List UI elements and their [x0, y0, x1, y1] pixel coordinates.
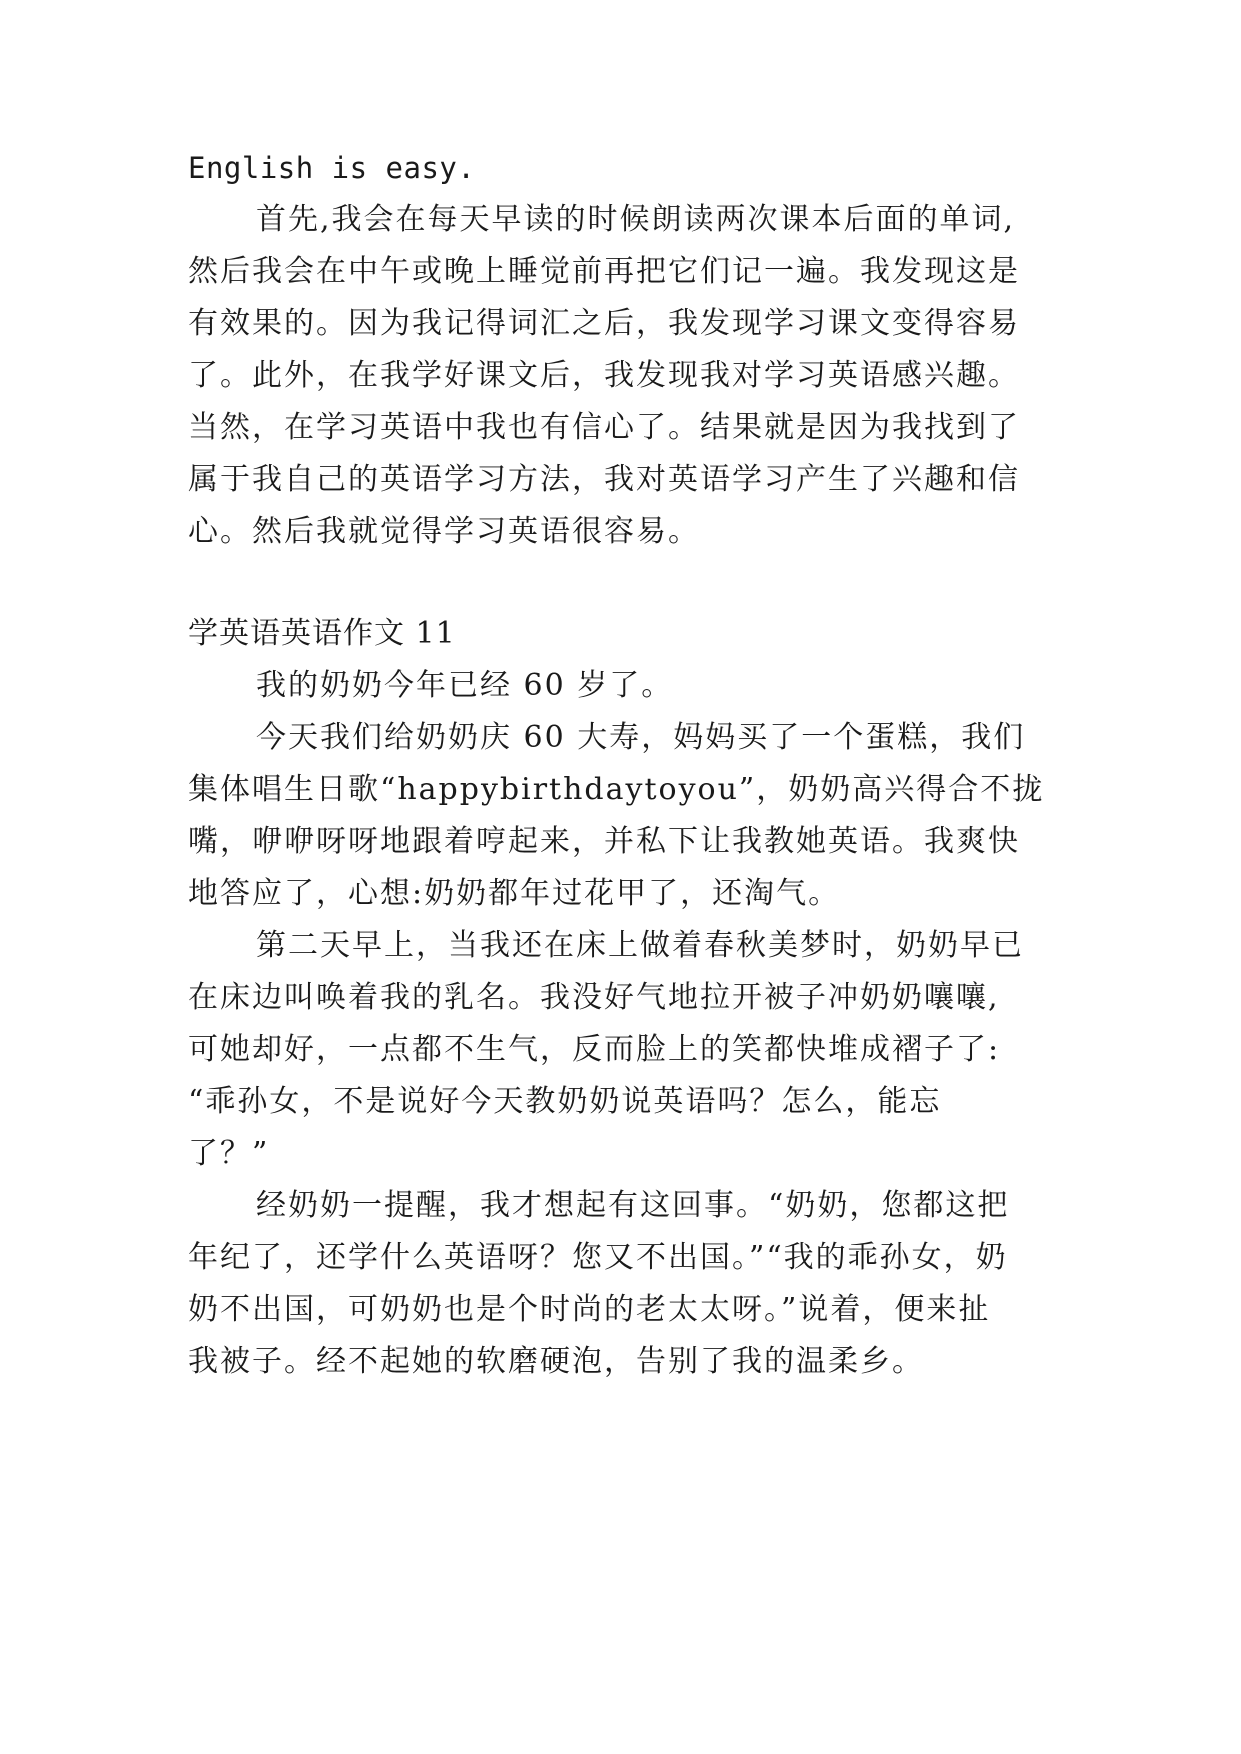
- paragraph-line: 可她却好，一点都不生气，反而脸上的笑都快堆成褶子了:: [188, 1032, 1001, 1067]
- paragraph-line: 嘴，咿咿呀呀地跟着哼起来，并私下让我教她英语。我爽快: [188, 824, 1020, 859]
- paragraph-line: “乖孙女，不是说好今天教奶奶说英语吗？怎么，能忘: [188, 1084, 942, 1119]
- paragraph-line: 了？”: [188, 1136, 270, 1171]
- paragraph-line: 集体唱生日歌“happybirthdaytoyou”，奶奶高兴得合不拢: [188, 772, 1045, 807]
- paragraph-line: 经奶奶一提醒，我才想起有这回事。“奶奶，您都这把: [256, 1188, 1010, 1223]
- paragraph-line: 在床边叫唤着我的乳名。我没好气地拉开被子冲奶奶嚷嚷,: [188, 980, 1000, 1015]
- paragraph-line: 有效果的。因为我记得词汇之后，我发现学习课文变得容易: [188, 306, 1020, 341]
- paragraph-line: 然后我会在中午或晚上睡觉前再把它们记一遍。我发现这是: [188, 254, 1020, 289]
- paragraph-line: 首先,我会在每天早读的时候朗读两次课本后面的单词,: [256, 202, 1016, 237]
- paragraph-line: 我被子。经不起她的软磨硬泡，告别了我的温柔乡。: [188, 1344, 924, 1379]
- paragraph-line: 了。此外，在我学好课文后，我发现我对学习英语感兴趣。: [188, 358, 1020, 393]
- paragraph-line: 今天我们给奶奶庆 60 大寿，妈妈买了一个蛋糕，我们: [256, 720, 1026, 755]
- paragraph-line: 当然，在学习英语中我也有信心了。结果就是因为我找到了: [188, 410, 1020, 445]
- section-title: 学英语英语作文 11: [188, 616, 456, 651]
- paragraph-line: 第二天早上，当我还在床上做着春秋美梦时，奶奶早已: [256, 928, 1024, 963]
- paragraph-line: 年纪了，还学什么英语呀？您又不出国。”“我的乖孙女，奶: [188, 1240, 1008, 1275]
- paragraph-line: 地答应了，心想:奶奶都年过花甲了，还淘气。: [188, 876, 841, 911]
- paragraph-line: 心。然后我就觉得学习英语很容易。: [188, 514, 700, 549]
- paragraph-line: 属于我自己的英语学习方法，我对英语学习产生了兴趣和信: [188, 462, 1020, 497]
- paragraph-line: 奶不出国，可奶奶也是个时尚的老太太呀。”说着，便来扯: [188, 1292, 991, 1327]
- text-line: English is easy.: [188, 151, 476, 185]
- paragraph-line: 我的奶奶今年已经 60 岁了。: [256, 668, 674, 703]
